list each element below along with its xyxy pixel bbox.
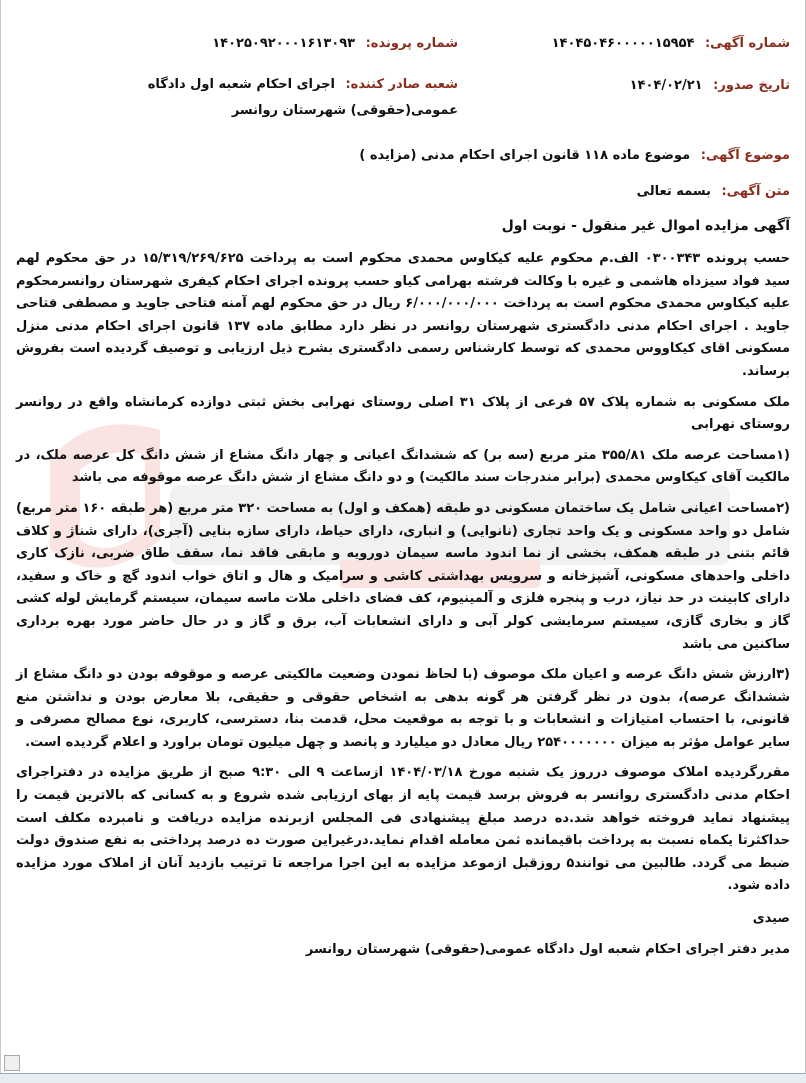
case-number-label: شماره پرونده:	[365, 36, 458, 51]
issuer-value: اجرای احکام شعبه اول دادگاه عمومی(حقوقی) شهرستان روانسر	[147, 77, 458, 118]
announcement-title: آگهی مزایده اموال غیر منقول - نوبت اول	[501, 218, 790, 234]
paragraph-land-area: (۱مساحت عرصه ملک ۳۵۵/۸۱ متر مربع (سه بر) که ششدانگ اعیانی و چهار دانگ مشاع از شش دانگ کل عرصه ملک، در مالکیت آقای کیکاوس محمدی (برابر مندرجات سند مالکیت) و دو دانگ مشاع از شش دانگ عرصه موقوفه می باشد	[16, 447, 790, 486]
paragraph-valuation: (۳ارزش شش دانگ عرصه و اعیان ملک موصوف (با لحاظ نمودن وضعیت مالکیتی عرصه و موقوفه بودن دو دانگ مشاع از ششدانگ عرصه)، بدون در نظر گرفتن هر گونه بدهی به اشخاص حقوقی و حقیقی، بلا معارض بودن و نداشتن منع قانونی، با احتساب امتیازات و انشعابات و با توجه به موقعیت محل، قدمت بنا، دسترسی، کاربری، نوع مصالح مصرفی و سایر عوامل مؤثر به میزان ۲۵۴۰۰۰۰۰۰۰ ریال معادل دو میلیارد و پانصد و چهل میلیون تومان براورد و اعلام گردیده است.	[16, 667, 790, 750]
case-number-row	[212, 36, 458, 51]
subject-row	[359, 148, 790, 163]
signature-name: صیدی	[752, 911, 790, 927]
issuer-block	[78, 72, 458, 124]
subject-value: موضوع ماده ۱۱۸ قانون اجرای احکام مدنی (مزایده )	[359, 148, 691, 163]
issue-date-label: تاریخ صدور:	[713, 78, 790, 93]
signature-title: مدیر دفتر اجرای احکام شعبه اول دادگاه عمومی(حقوقی) شهرستان روانسر	[305, 941, 790, 957]
announcement-body	[16, 248, 790, 969]
text-head-row	[637, 184, 790, 199]
paragraph-building: (۲مساحت اعیانی شامل یک ساختمان مسکونی دو طبقه (همکف و اول) به مساحت ۳۲۰ متر مربع (هر طبقه ۱۶۰ متر مربع) شامل دو واحد مسکونی و یک واحد تجاری (نانوایی) و انباری، دارای حیاط، دارای سازه بنایی (آجری)، دارای شناژ و کلاف قائم بتنی در طبقه همکف، بخشی از نما اندود ماسه سیمان دورویه و مابقی فاقد نما، سقف طاق ضربی، نازک کاری داخلی واحدهای مسکونی، آشپزخانه و سرویس بهداشتی کاشی و سرامیک و هال و اتاق خواب اندود گچ و خاک و سفید، دارای کابینت در حد نیاز، درب و پنجره فلزی و آلمینیوم، کف فضای داخلی ملات ماسه سیمان، سیستم گرمایش لوله کشی گاز و بخاری گازی، سیستم سرمایشی کولر آبی و دارای انشعابات آب، برق و گاز و در حال حاضر مورد بهره برداری ساکنین می باشد	[16, 500, 790, 652]
ad-number-label: شماره آگهی:	[704, 36, 790, 51]
ad-number-value: ۱۴۰۴۵۰۴۶۰۰۰۰۰۱۵۹۵۴	[551, 36, 695, 51]
issue-date-value: ۱۴۰۴/۰۲/۲۱	[629, 78, 703, 93]
ad-number-row	[552, 36, 790, 51]
paragraph-intro: حسب پرونده ۰۳۰۰۳۴۳ الف.م محکوم علیه کیکاوس محمدی محکوم است به پرداخت ۱۵/۳۱۹/۲۶۹/۶۲۵ در حق محکوم لهم سید فواد سیزداه هاشمی و غیره با وکالت فرشته بهرامی کیاو حسب پرونده اجرای احکام کیفری شهرستان روانسرمحکوم علیه کیکاوس محمدی محکوم است به پرداخت ۶/۰۰۰/۰۰۰/۰۰۰ ریال در حق محکوم لهم آمنه فتاحی جاوید و مصطفی فتاحی جاوید . اجرای احکام مدنی دادگستری شهرستان روانسر در نظر دارد مطابق ماده ۱۳۷ قانون اجرای احکام مدنی منزل مسکونی اقای کیکاووس محمدی که توسط کارشناس رسمی دادگستری بشرح ذیل ارزیابی و توصیف گردیده است بفروش برساند.	[16, 251, 791, 379]
issuer-label: شعبه صادر کننده:	[345, 77, 458, 92]
resize-grip[interactable]	[4, 1055, 20, 1071]
text-head-value: بسمه تعالی	[636, 184, 711, 199]
case-number-value: ۱۴۰۲۵۰۹۲۰۰۰۱۶۱۳۰۹۳	[212, 36, 356, 51]
window-bottom-edge	[0, 1073, 806, 1083]
issue-date-row	[630, 78, 790, 93]
paragraph-property: ملک مسکونی به شماره پلاک ۵۷ فرعی از پلاک ۳۱ اصلی روستای نهرابی بخش ثبتی دوازده کرمانشاه واقع در روانسر روستای نهرابی	[16, 394, 790, 433]
subject-label: موضوع آگهی:	[700, 148, 790, 163]
paragraph-auction-terms: مقررگردیده املاک موصوف درروز یک شنبه مورخ ۱۴۰۴/۰۳/۱۸ ازساعت ۹ الی ۹:۳۰ صبح از طریق مزایده در دفتراجرای احکام مدنی دادگستری روانسر به فروش برسد قیمت پایه از بهای ارزیابی شده شروع و به کسانی که بالاترین قیمت را پیشنهاد نماید فروخته خواهد شد.ده درصد مبلغ پیشنهادی فی المجلس ازبرنده مزایده دریافت و نامبرده مکلف است حداکثرتا یکماه نسبت به پرداخت باقیمانده ثمن معامله اقدام نماید.درغیراین صورت ده درصد پرداختی به نفع صندوق دولت ضبط می گردد. طالبین می توانند۵ روزقبل ازموعد مزایده به این اجرا مراجعه تا ترتیب بازدید آنان از املاک مورد مزایده داده شود.	[16, 765, 790, 894]
text-head-label: متن آگهی:	[721, 184, 790, 199]
